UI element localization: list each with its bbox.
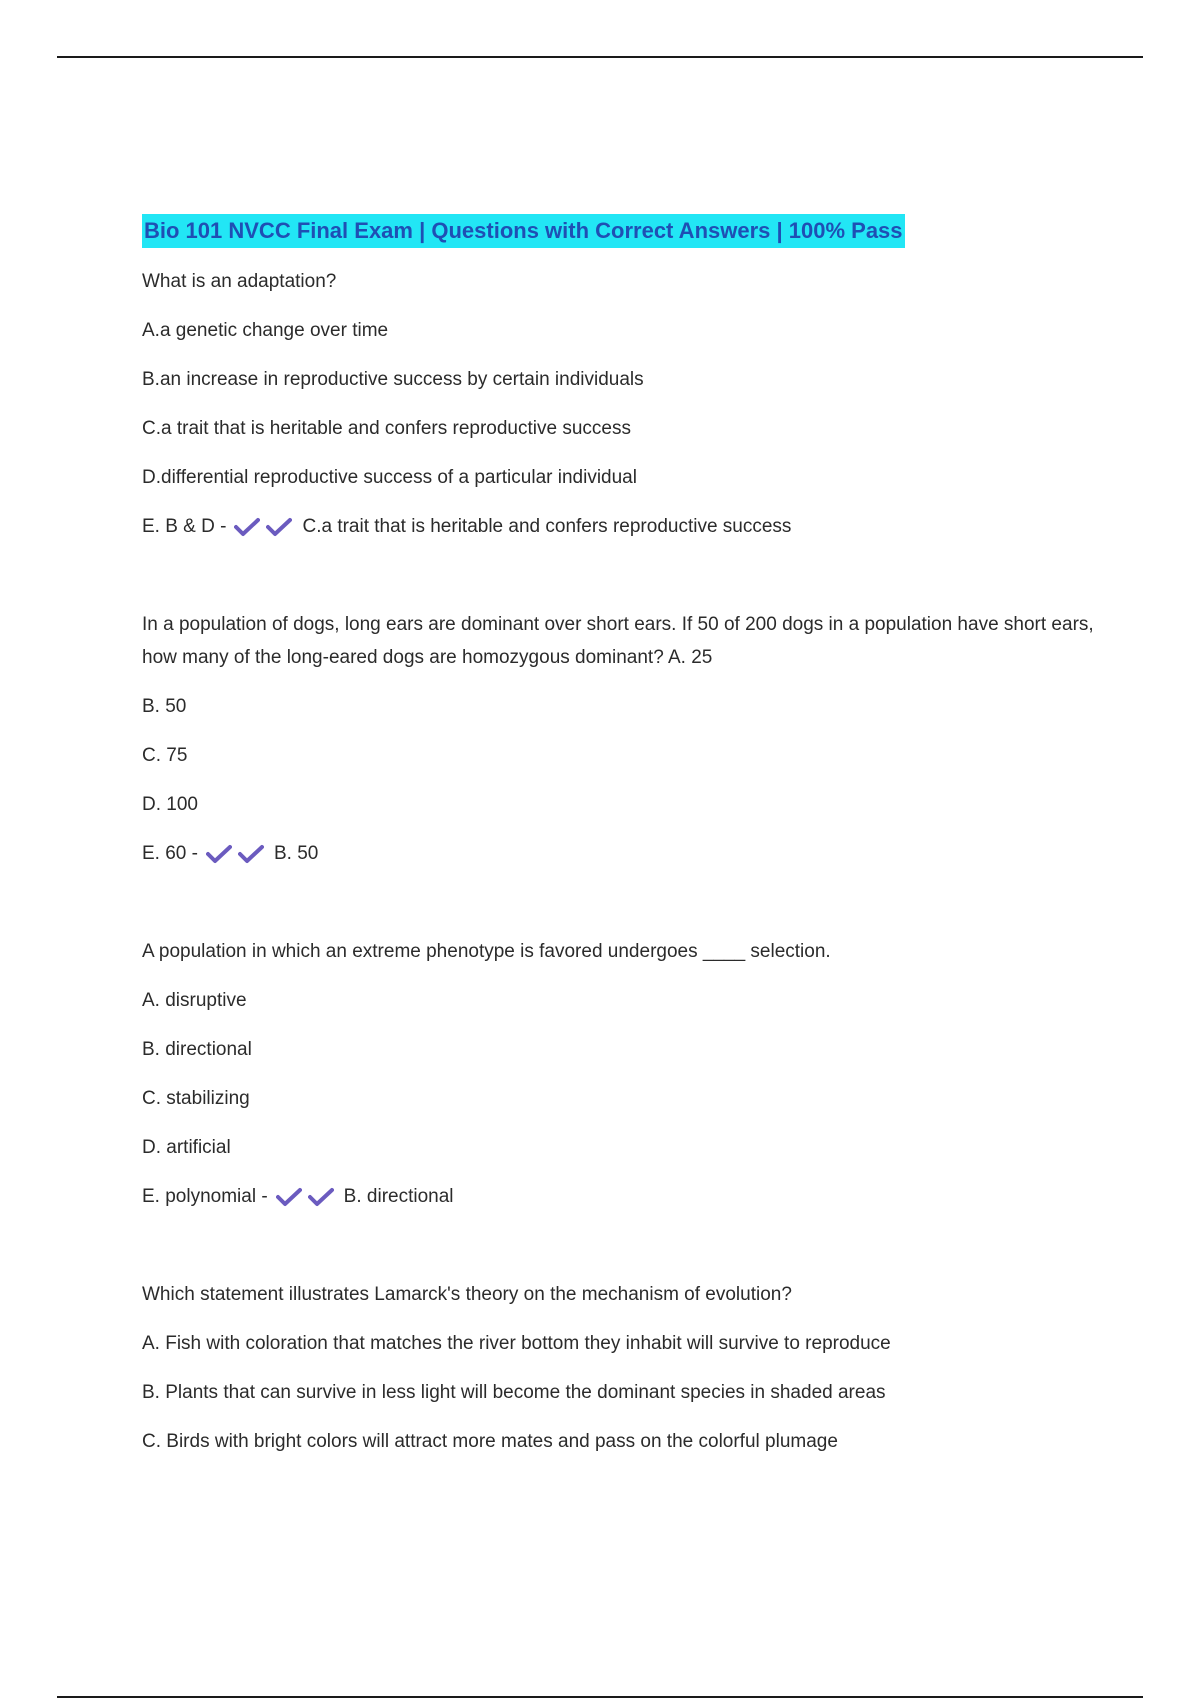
bottom-rule — [57, 1696, 1143, 1698]
option-e-with-answer — [142, 1180, 1102, 1214]
option-c: C. Birds with bright colors will attract more mates and pass on the colorful plumage — [142, 1431, 838, 1452]
question-4 — [142, 1278, 1102, 1458]
option-c: C. 75 — [142, 745, 188, 766]
checkmark-icon — [234, 517, 260, 537]
option-a: A.a genetic change over time — [142, 320, 389, 341]
option-b: B. 50 — [142, 696, 187, 717]
question-3 — [142, 935, 1102, 1214]
checkmark-icon — [266, 517, 292, 537]
option-d: D.differential reproductive success of a particular individual — [142, 467, 637, 488]
correct-answer: C.a trait that is heritable and confers reproductive success — [302, 516, 792, 537]
option-d: D. 100 — [142, 794, 198, 815]
checkmark-icon — [206, 844, 232, 864]
option-e-with-answer — [142, 837, 1102, 871]
option-e: E. B & D - — [142, 516, 227, 537]
question-stem: What is an adaptation? — [142, 271, 337, 292]
top-rule — [57, 56, 1143, 58]
option-b: B. Plants that can survive in less light will become the dominant species in shaded areas — [142, 1382, 886, 1403]
option-a: A. Fish with coloration that matches the river bottom they inhabit will survive to reproduce — [142, 1333, 891, 1354]
question-stem: A population in which an extreme phenotype is favored undergoes ____ selection. — [142, 941, 831, 962]
checkmark-icon — [238, 844, 264, 864]
option-e: E. polynomial - — [142, 1186, 268, 1207]
option-a: A. disruptive — [142, 990, 247, 1011]
option-c: C. stabilizing — [142, 1088, 250, 1109]
option-e-with-answer — [142, 510, 1102, 544]
correct-answer: B. 50 — [273, 843, 319, 864]
option-c: C.a trait that is heritable and confers reproductive success — [142, 418, 631, 439]
question-2 — [142, 608, 1102, 871]
question-stem: Which statement illustrates Lamarck's theory on the mechanism of evolution? — [142, 1284, 792, 1305]
answer-checks — [206, 844, 270, 864]
option-b: B.an increase in reproductive success by certain individuals — [142, 369, 644, 390]
question-stem: In a population of dogs, long ears are dominant over short ears. If 50 of 200 dogs in a population have short ears, how many of the long-eared dogs are homozygous dominant? A. 25 — [142, 614, 1094, 668]
checkmark-icon — [276, 1187, 302, 1207]
checkmark-icon — [308, 1187, 334, 1207]
correct-answer: B. directional — [343, 1186, 454, 1207]
document-body — [142, 214, 1102, 1474]
option-d: D. artificial — [142, 1137, 231, 1158]
question-1 — [142, 265, 1102, 544]
document-title: Bio 101 NVCC Final Exam | Questions with Correct Answers | 100% Pass — [142, 214, 905, 248]
answer-checks — [276, 1187, 340, 1207]
option-e: E. 60 - — [142, 843, 198, 864]
option-b: B. directional — [142, 1039, 252, 1060]
answer-checks — [234, 517, 298, 537]
